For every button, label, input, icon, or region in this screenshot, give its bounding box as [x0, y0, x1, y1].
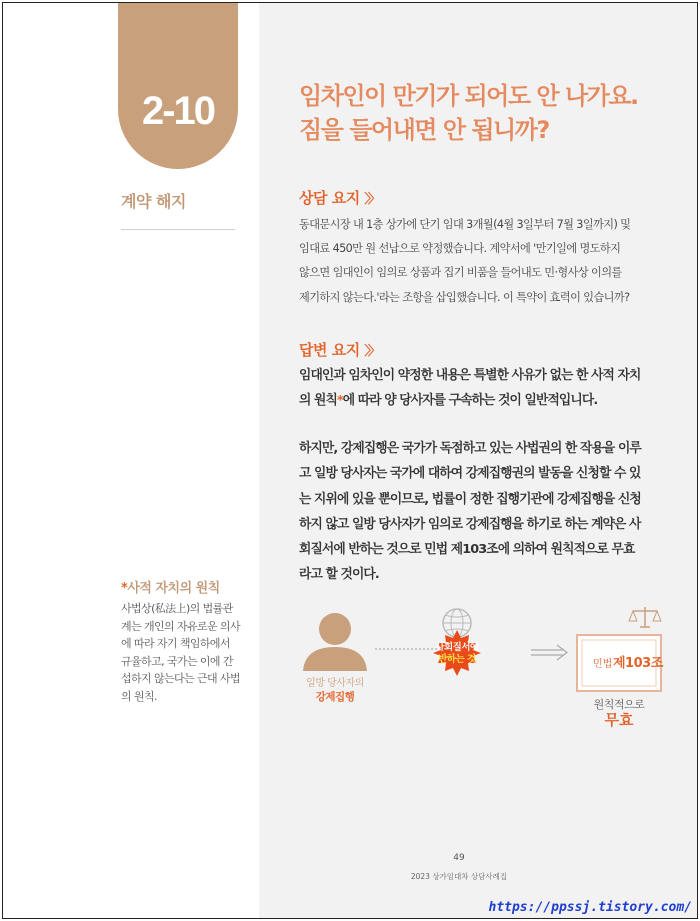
illustration	[293, 601, 683, 741]
document-page	[2, 2, 698, 919]
section-label: 계약 해지	[121, 192, 186, 211]
consult-line: 않으면 임대인이 임의로 상품과 집기 비품을 들어내도 민·형사상 이의를	[299, 266, 622, 280]
answer-line-rest: 에 따라 양 당사자를 구속하는 것이 일반적입니다.	[342, 393, 598, 409]
sidebar-column	[3, 3, 259, 918]
answer-line: 하지 않고 일방 당사자가 임의로 강제집행을 하기로 하는 계약은 사	[299, 516, 641, 532]
page-title	[299, 79, 689, 147]
answer-line: 라고 할 것이다.	[299, 567, 379, 583]
title-line: 임차인이 만기가 되어도 안 나가요.	[299, 82, 638, 110]
burst-text-2: 반하는 것	[438, 654, 476, 665]
answer-line: 고 일방 당사자는 국가에 대하여 강제집행권의 발동을 신청할 수 있	[299, 466, 641, 482]
consult-heading-text: 상담 요지	[299, 189, 360, 207]
watermark-url: https://ppssj.tistory.com/	[488, 900, 692, 915]
footnote-title	[121, 577, 220, 596]
answer-heading	[299, 339, 378, 360]
consult-line: 제기하지 않는다.'라는 조항을 삽입했습니다. 이 특약이 효력이 있습니까?	[299, 290, 630, 304]
section-divider	[121, 229, 235, 230]
burst-text-1: 사회질서에	[435, 642, 479, 653]
law-label-small: 민법	[593, 659, 613, 670]
person-label: 일방 당사자의	[306, 678, 364, 689]
answer-line: 임대인과 임차인이 약정한 내용은 특별한 사유가 없는 한 사적 자치	[299, 368, 641, 383]
answer-line: 회질서에 반하는 것으로 민법 제103조에 의하여 원칙적으로 무효	[299, 542, 635, 558]
double-chevron-icon: 〉〉	[364, 192, 378, 207]
footnote-marker: *	[336, 393, 343, 409]
answer-term: 의 원칙	[299, 393, 337, 409]
answer-line: 는 지위에 있을 뿐이므로, 법률이 정한 집행기관에 강제집행을 신청	[299, 491, 641, 507]
page-number: 49	[453, 853, 465, 863]
starburst-icon	[433, 630, 481, 676]
consult-line: 임대료 450만 원 선납으로 약정했습니다. 계약서에 '만기일에 명도하지	[299, 242, 621, 256]
title-line: 짐을 들어내면 안 됩니까?	[299, 116, 549, 144]
footnote-line: 섭하지 않는다는 근대 사법	[121, 672, 240, 685]
chapter-number-tab	[118, 3, 238, 169]
double-arrow-icon	[531, 645, 567, 660]
footnote-line: 규율하고, 국가는 이에 간	[121, 654, 233, 668]
scales-of-justice-icon	[629, 607, 661, 627]
answer-paragraph-2	[299, 436, 669, 588]
chapter-number: 2-10	[141, 89, 215, 133]
answer-heading-text: 답변 요지	[299, 341, 360, 359]
law-article: 제103조	[613, 656, 663, 671]
footnote-star: *	[121, 581, 128, 596]
consult-heading	[299, 187, 378, 208]
book-title: 2023 상가임대차 상담사례집	[410, 872, 508, 881]
consult-body	[299, 213, 669, 310]
person-label-strong: 강제집행	[315, 691, 355, 703]
footnote-title-text: 사적 자치의 원칙	[127, 581, 220, 596]
footnote-line: 계는 개인의 자유로운 의사	[121, 619, 240, 633]
result-invalid: 무효	[604, 711, 634, 729]
person-icon	[303, 613, 367, 671]
answer-line: 하지만, 강제집행은 국가가 독점하고 있는 사법권의 한 작용을 이루	[299, 441, 641, 456]
answer-line	[299, 388, 669, 413]
result-label: 원칙적으로	[593, 698, 645, 711]
double-chevron-icon: 〉〉	[364, 344, 378, 359]
footnote-line: 의 원칙.	[121, 689, 157, 703]
footnote-line: 사법상(私法上)의 법률관	[121, 602, 233, 615]
consult-line: 동대문시장 내 1층 상가에 단기 임대 3개월(4월 3일부터 7월 3일까지) 및	[299, 218, 631, 231]
footnote-line: 에 따라 자기 책임하에서	[121, 637, 230, 650]
answer-paragraph-1	[299, 363, 669, 414]
footnote-body	[121, 600, 241, 705]
